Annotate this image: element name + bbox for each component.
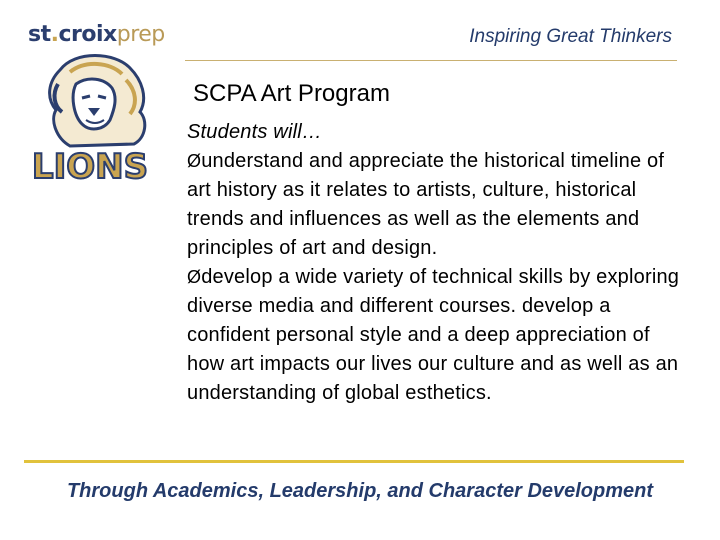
brand-main: st [28, 22, 51, 47]
brand-dot: . [50, 22, 59, 47]
bullet-item [187, 263, 687, 408]
top-divider [185, 60, 677, 61]
body-text [187, 118, 687, 408]
bullet-text: develop a wide variety of technical skills by exploring diverse media and different courses. develop a confident personal style and a deep appreciation of how art impacts our lives our culture and as well as an understanding of global esthetics. [187, 266, 680, 404]
brand-mid: croix [58, 22, 117, 47]
bottom-divider [24, 460, 684, 463]
school-logo-wordmark [28, 22, 165, 47]
arrow-bullet-icon: Ø [187, 151, 202, 171]
arrow-bullet-icon: Ø [187, 267, 202, 287]
bullet-text: understand and appreciate the historical timeline of art history as it relates to artists, culture, historical trends and influences as well as the elements and principles of art and design. [187, 150, 665, 259]
intro-text: Students will… [187, 121, 323, 143]
bullet-item [187, 147, 687, 263]
tagline: Inspiring Great Thinkers [469, 26, 672, 47]
slide-title: SCPA Art Program [193, 80, 390, 107]
brand-light: prep [116, 22, 165, 47]
lions-logo-text: LIONS [31, 147, 149, 187]
footer-motto: Through Academics, Leadership, and Character Development [66, 480, 654, 502]
lions-crest-logo [30, 50, 150, 190]
